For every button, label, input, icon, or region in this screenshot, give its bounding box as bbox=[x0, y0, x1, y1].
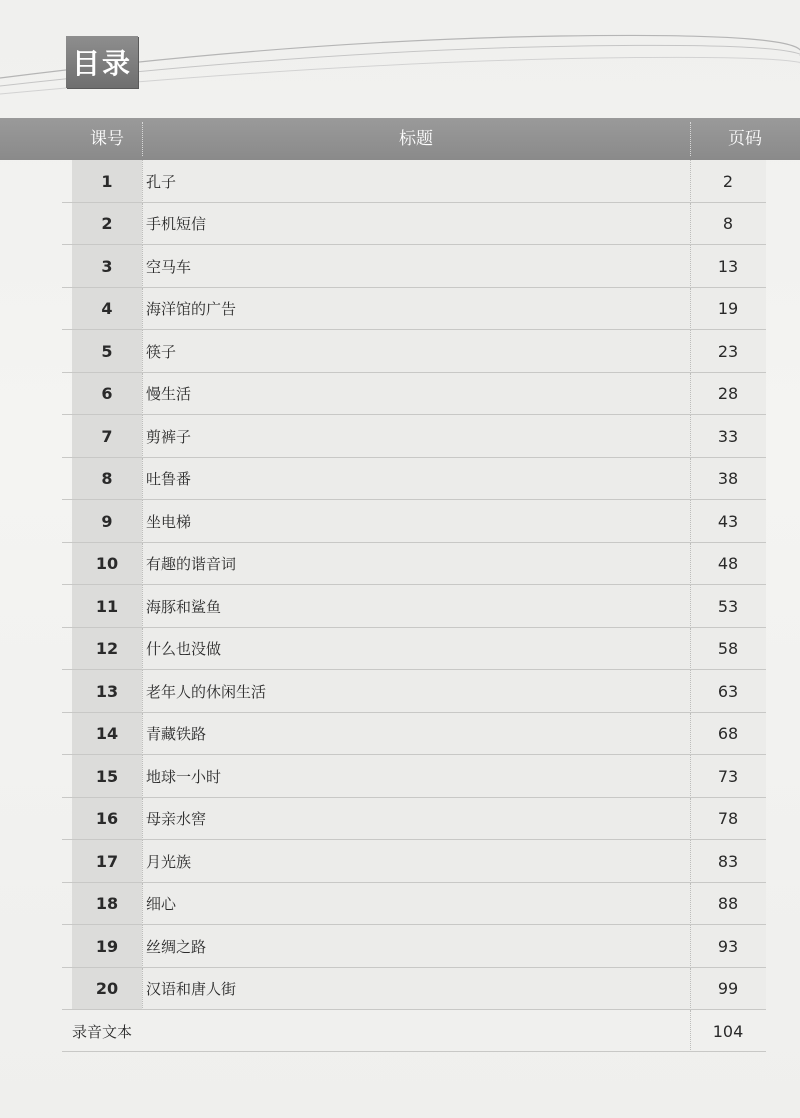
lesson-page: 58 bbox=[690, 628, 766, 671]
lesson-title: 剪裤子 bbox=[142, 415, 690, 458]
lesson-title: 细心 bbox=[142, 883, 690, 926]
lesson-number: 9 bbox=[72, 500, 142, 543]
lesson-number: 1 bbox=[72, 160, 142, 203]
column-divider bbox=[142, 628, 143, 671]
lesson-title: 坐电梯 bbox=[142, 500, 690, 543]
lesson-page: 28 bbox=[690, 373, 766, 416]
column-divider bbox=[690, 245, 691, 288]
lesson-title: 筷子 bbox=[142, 330, 690, 373]
column-divider bbox=[690, 330, 691, 373]
toc-header-row bbox=[0, 118, 800, 160]
lesson-number: 14 bbox=[72, 713, 142, 756]
column-divider bbox=[142, 373, 143, 416]
lesson-page: 43 bbox=[690, 500, 766, 543]
lesson-title: 空马车 bbox=[142, 245, 690, 288]
column-divider bbox=[142, 543, 143, 586]
lesson-title: 孔子 bbox=[142, 160, 690, 203]
lesson-page: 88 bbox=[690, 883, 766, 926]
lesson-page: 63 bbox=[690, 670, 766, 713]
column-divider bbox=[142, 798, 143, 841]
column-divider bbox=[690, 628, 691, 671]
toc-row[interactable] bbox=[0, 458, 800, 501]
toc-row[interactable] bbox=[0, 585, 800, 628]
lesson-number: 3 bbox=[72, 245, 142, 288]
appendix-title: 录音文本 bbox=[72, 1022, 133, 1041]
lesson-title: 慢生活 bbox=[142, 373, 690, 416]
column-divider bbox=[142, 203, 143, 246]
toc-row[interactable] bbox=[0, 543, 800, 586]
lesson-number: 12 bbox=[72, 628, 142, 671]
column-divider bbox=[690, 288, 691, 331]
lesson-title: 老年人的休闲生活 bbox=[142, 670, 690, 713]
lesson-number: 15 bbox=[72, 755, 142, 798]
column-divider bbox=[142, 670, 143, 713]
lesson-title: 母亲水窖 bbox=[142, 798, 690, 841]
column-divider bbox=[142, 500, 143, 543]
column-header-title: 标题 bbox=[399, 129, 433, 149]
lesson-page: 19 bbox=[690, 288, 766, 331]
lesson-title: 汉语和唐人街 bbox=[142, 968, 690, 1011]
toc-row[interactable] bbox=[0, 415, 800, 458]
lesson-title: 什么也没做 bbox=[142, 628, 690, 671]
lesson-page: 93 bbox=[690, 925, 766, 968]
lesson-number: 20 bbox=[72, 968, 142, 1011]
column-divider bbox=[690, 883, 691, 926]
column-divider bbox=[142, 415, 143, 458]
column-divider bbox=[690, 500, 691, 543]
column-divider bbox=[142, 330, 143, 373]
column-header-lesson: 课号 bbox=[90, 129, 124, 149]
lesson-number: 7 bbox=[72, 415, 142, 458]
lesson-number: 8 bbox=[72, 458, 142, 501]
appendix-page: 104 bbox=[712, 1021, 744, 1041]
lesson-number: 5 bbox=[72, 330, 142, 373]
lesson-title: 青藏铁路 bbox=[142, 713, 690, 756]
column-divider bbox=[142, 968, 143, 1011]
lesson-number: 13 bbox=[72, 670, 142, 713]
toc-row[interactable] bbox=[0, 798, 800, 841]
toc-row[interactable] bbox=[0, 203, 800, 246]
column-divider bbox=[690, 925, 691, 968]
toc-row[interactable] bbox=[0, 160, 800, 203]
toc-row[interactable] bbox=[0, 840, 800, 883]
lesson-title: 地球一小时 bbox=[142, 755, 690, 798]
column-divider bbox=[142, 840, 143, 883]
toc-row[interactable] bbox=[0, 628, 800, 671]
lesson-number: 18 bbox=[72, 883, 142, 926]
column-divider bbox=[142, 925, 143, 968]
column-divider bbox=[690, 543, 691, 586]
lesson-number: 6 bbox=[72, 373, 142, 416]
column-divider bbox=[142, 288, 143, 331]
toc-row[interactable] bbox=[0, 245, 800, 288]
column-divider bbox=[142, 755, 143, 798]
toc-row[interactable] bbox=[0, 330, 800, 373]
column-divider bbox=[690, 670, 691, 713]
lesson-page: 13 bbox=[690, 245, 766, 288]
column-divider bbox=[142, 160, 143, 203]
column-divider bbox=[690, 415, 691, 458]
header-divider bbox=[690, 122, 691, 156]
lesson-page: 2 bbox=[690, 160, 766, 203]
lesson-page: 48 bbox=[690, 543, 766, 586]
column-divider bbox=[690, 373, 691, 416]
toc-row[interactable] bbox=[0, 288, 800, 331]
column-divider bbox=[690, 968, 691, 1011]
column-divider bbox=[690, 713, 691, 756]
lesson-page: 83 bbox=[690, 840, 766, 883]
column-divider bbox=[142, 713, 143, 756]
column-divider bbox=[142, 585, 143, 628]
lesson-page: 38 bbox=[690, 458, 766, 501]
column-divider bbox=[690, 160, 691, 203]
column-divider bbox=[690, 203, 691, 246]
lesson-page: 33 bbox=[690, 415, 766, 458]
lesson-page: 73 bbox=[690, 755, 766, 798]
lesson-number: 16 bbox=[72, 798, 142, 841]
toc-row[interactable] bbox=[0, 713, 800, 756]
header-divider bbox=[142, 122, 143, 156]
toc-row[interactable] bbox=[0, 670, 800, 713]
lesson-number: 17 bbox=[72, 840, 142, 883]
lesson-title: 海豚和鲨鱼 bbox=[142, 585, 690, 628]
toc-row[interactable] bbox=[0, 373, 800, 416]
lesson-number: 10 bbox=[72, 543, 142, 586]
lesson-number: 19 bbox=[72, 925, 142, 968]
column-divider bbox=[690, 755, 691, 798]
lesson-number: 4 bbox=[72, 288, 142, 331]
toc-row[interactable] bbox=[0, 755, 800, 798]
lesson-title: 手机短信 bbox=[142, 203, 690, 246]
page-title: 目录 bbox=[66, 36, 138, 88]
lesson-title: 吐鲁番 bbox=[142, 458, 690, 501]
lesson-page: 68 bbox=[690, 713, 766, 756]
lesson-page: 99 bbox=[690, 968, 766, 1011]
toc-row[interactable] bbox=[0, 968, 800, 1011]
lesson-page: 23 bbox=[690, 330, 766, 373]
column-divider bbox=[142, 458, 143, 501]
toc-row[interactable] bbox=[0, 925, 800, 968]
column-divider bbox=[690, 458, 691, 501]
column-divider bbox=[142, 883, 143, 926]
toc-row[interactable] bbox=[0, 500, 800, 543]
column-divider bbox=[142, 245, 143, 288]
column-divider bbox=[690, 798, 691, 841]
lesson-page: 8 bbox=[690, 203, 766, 246]
toc-appendix-row[interactable] bbox=[0, 1010, 800, 1052]
lesson-number: 11 bbox=[72, 585, 142, 628]
lesson-number: 2 bbox=[72, 203, 142, 246]
lesson-page: 78 bbox=[690, 798, 766, 841]
column-divider bbox=[690, 840, 691, 883]
lesson-title: 丝绸之路 bbox=[142, 925, 690, 968]
column-divider bbox=[690, 585, 691, 628]
lesson-title: 海洋馆的广告 bbox=[142, 288, 690, 331]
column-header-page: 页码 bbox=[728, 129, 762, 149]
lesson-page: 53 bbox=[690, 585, 766, 628]
lesson-title: 月光族 bbox=[142, 840, 690, 883]
lesson-title: 有趣的谐音词 bbox=[142, 543, 690, 586]
toc-row[interactable] bbox=[0, 883, 800, 926]
row-divider bbox=[62, 1051, 766, 1052]
